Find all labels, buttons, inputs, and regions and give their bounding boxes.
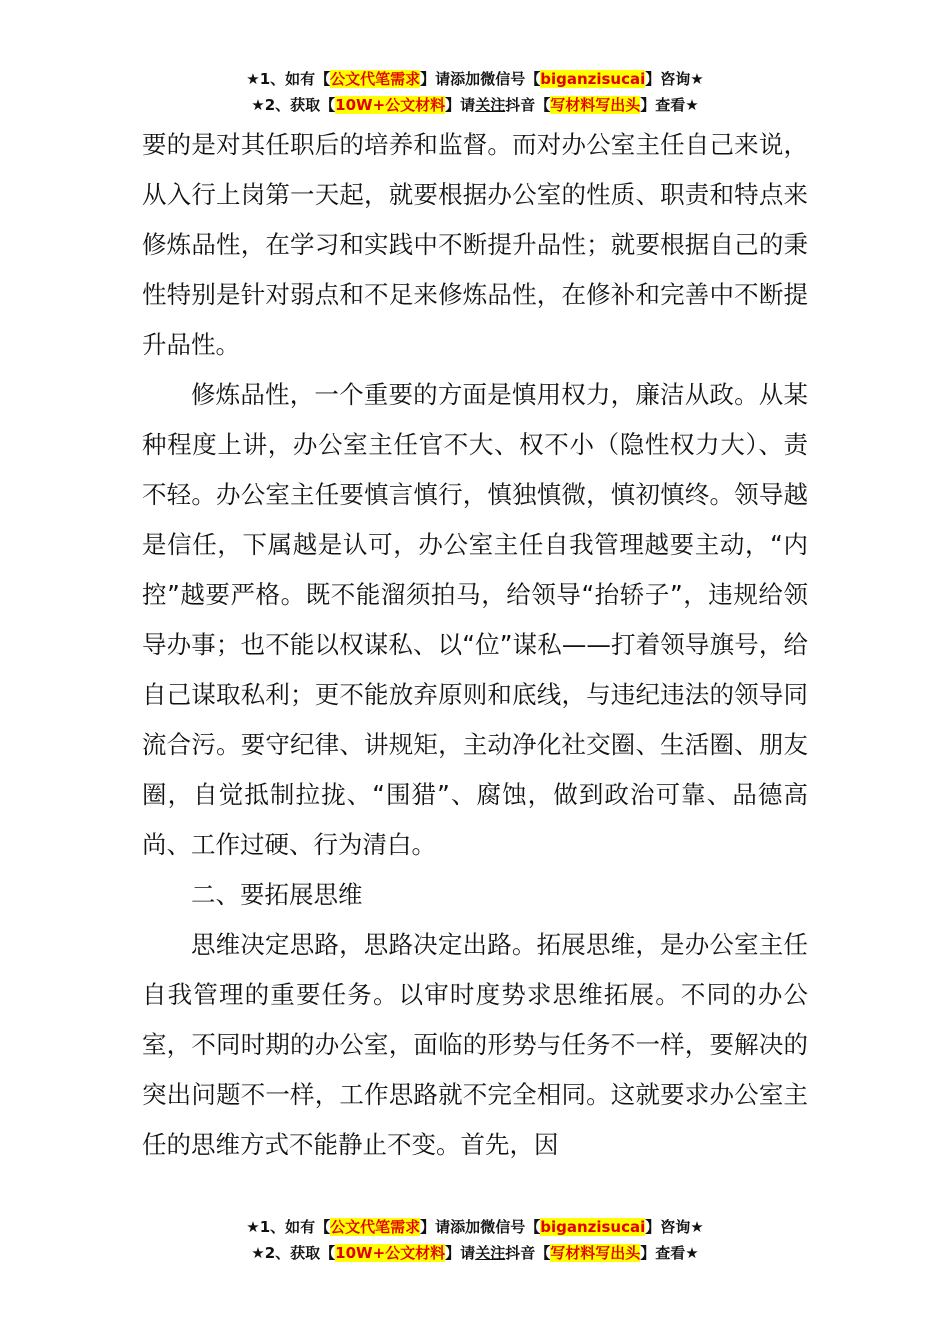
banner-line-2: ★2、获取【10W+公文材料】请关注抖音【写材料写出头】查看★ bbox=[251, 96, 699, 114]
star-icon: ★ bbox=[685, 96, 699, 114]
star-icon: ★ bbox=[246, 1218, 260, 1236]
banner-emphasis: 关注 bbox=[475, 1244, 506, 1262]
banner-emphasis: 添加 bbox=[450, 1218, 481, 1236]
document-body bbox=[142, 120, 808, 1170]
star-icon: ★ bbox=[690, 70, 704, 88]
star-icon: ★ bbox=[251, 96, 265, 114]
section-heading: 二、要拓展思维 bbox=[191, 880, 363, 909]
banner-highlight: 写材料写出头 bbox=[550, 96, 641, 114]
banner-highlight: 公文代笔需求 bbox=[330, 70, 421, 88]
star-icon: ★ bbox=[690, 1218, 704, 1236]
star-icon: ★ bbox=[251, 1244, 265, 1262]
star-icon: ★ bbox=[246, 70, 260, 88]
paragraph: 思维决定思路，思路决定出路。拓展思维，是办公室主任自我管理的重要任务。以审时度势求思维拓展。不同的办公室，不同时期的办公室，面临的形势与任务不一样，要解决的突出问题不一样，工作思路就不完全相同。这就要求办公室主任的思维方式不能静止不变。首先，因 bbox=[142, 930, 808, 1159]
header-banner bbox=[0, 66, 950, 118]
banner-highlight: biganzisucai bbox=[540, 1218, 646, 1236]
banner-highlight: 10W+公文材料 bbox=[335, 1244, 446, 1262]
banner-highlight: biganzisucai bbox=[540, 70, 646, 88]
banner-highlight: 10W+公文材料 bbox=[335, 96, 446, 114]
banner-line-1: ★1、如有【公文代笔需求】请添加微信号【biganzisucai】咨询★ bbox=[246, 70, 704, 88]
banner-line-1: ★1、如有【公文代笔需求】请添加微信号【biganzisucai】咨询★ bbox=[246, 1218, 704, 1236]
banner-line-2: ★2、获取【10W+公文材料】请关注抖音【写材料写出头】查看★ bbox=[251, 1244, 699, 1262]
paragraph: 修炼品性，一个重要的方面是慎用权力，廉洁从政。从某种程度上讲，办公室主任官不大、权不小（隐性权力大）、责不轻。办公室主任要慎言慎行，慎独慎微，慎初慎终。领导越是信任，下属越是认可，办公室主任自我管理越要主动，“内控”越要严格。既不能溜须拍马，给领导“抬轿子”，违规给领导办事；也不能以权谋私、以“位”谋私——打着领导旗号，给自己谋取私利；更不能放弃原则和底线，与违纪违法的领导同流合污。要守纪律、讲规矩，主动净化社交圈、生活圈、朋友圈，自觉抵制拉拢、“围猎”、腐蚀，做到政治可靠、品德高尚、工作过硬、行为清白。 bbox=[142, 380, 808, 859]
star-icon: ★ bbox=[685, 1244, 699, 1262]
banner-highlight: 公文代笔需求 bbox=[330, 1218, 421, 1236]
paragraph: 要的是对其任职后的培养和监督。而对办公室主任自己来说，从入行上岗第一天起，就要根据办公室的性质、职责和特点来修炼品性，在学习和实践中不断提升品性；就要根据自己的秉性特别是针对弱点和不足来修炼品性，在修补和完善中不断提升品性。 bbox=[142, 130, 808, 359]
banner-emphasis: 添加 bbox=[450, 70, 481, 88]
banner-highlight: 写材料写出头 bbox=[550, 1244, 641, 1262]
banner-emphasis: 关注 bbox=[475, 96, 506, 114]
footer-banner bbox=[0, 1214, 950, 1266]
